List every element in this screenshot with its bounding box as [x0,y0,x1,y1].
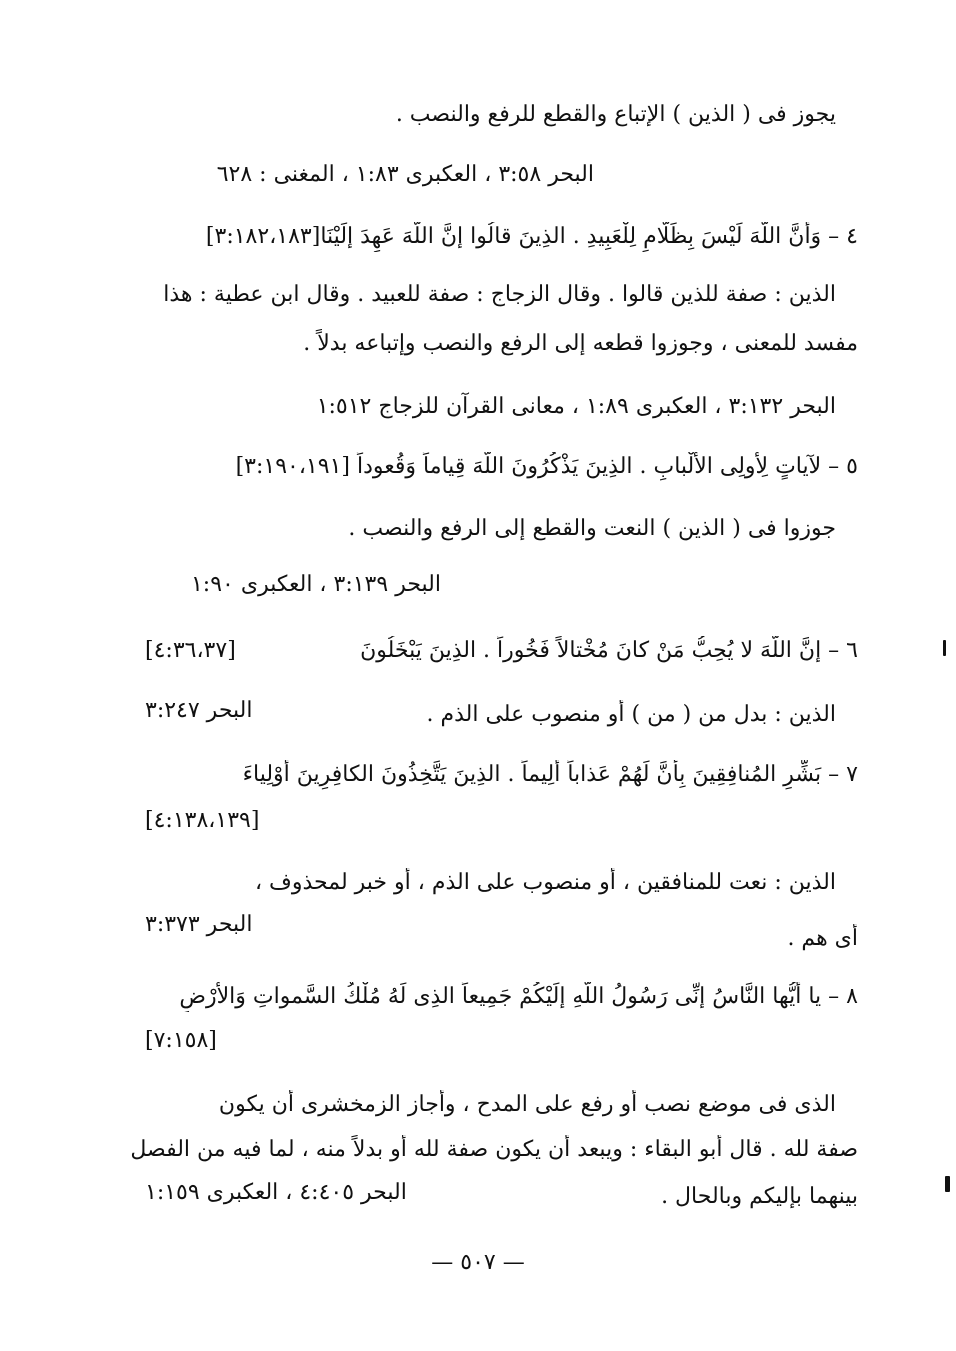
verse-8: ٨ – يا أَيُّها النَّاسُ إنِّى رَسُولُ اللّهِ إلَيْكُمْ جَمِيعاً الذِى لَهُ مُلْكُ السَّمواتِ وَالأَرْضِ [179,984,858,1009]
text-line-7: أى هم . [787,926,858,951]
text-line-8: الذى فى موضع نصب أو رفع على المدح ، وأجاز الزمخشرى أن يكون [218,1092,836,1117]
scan-mark [943,640,946,656]
reference-line-3: البحر ٣:١٣٩ ، العكبرى ١:٩٠ [190,572,441,597]
verse-8-ref: [٧:١٥٨] [145,1028,217,1053]
text-line-2: الذين : صفة للذين قالوا . وقال الزجاج : صفة للعبيد . وقال ابن عطية : هذا [163,282,836,307]
verse-6: ٦ – إنَّ اللّهَ لا يُحِبُّ مَنْ كانَ مُخْتالاً فَخُوراً . الذِينَ يَبْخَلُونَ [360,638,858,663]
text-line-3: مفسد للمعنى ، وجوزوا قطعه إلى الرفع والنصب وإتباعه بدلاً . [303,331,858,356]
text-line-1: يجوز فى ( الذين ) الإتباع والقطع للرفع والنصب . [395,102,836,127]
verse-4: ٤ – وَأَنَّ اللّهَ لَيْسَ بِظَلَّامٍ لِلْعَبِيدِ . الذِينَ قالُوا إنَّ اللّهَ عَهِدَ إلَيْنَا[٣:١٨٢،١٨٣] [205,224,858,249]
verse-7: ٧ – بَشِّرِ المُنافِقِينَ بِأَنَّ لَهُمْ عَذاباً أَلِيماً . الذِينَ يَتَّخِذُونَ الكافِرِينَ أَوْلِياءَ [242,762,858,787]
text-line-10: بينهما بإليكم وبالحال . [661,1184,858,1209]
reference-line-6: البحر ٤:٤٠٥ ، العكبرى ١:١٥٩ [145,1180,407,1205]
reference-line-2: البحر ٣:١٣٢ ، العكبرى ١:٨٩ ، معانى القرآن للزجاج ١:٥١٢ [316,394,836,419]
text-line-5: الذين : بدل من ( من ) أو منصوب على الذم . [426,702,836,727]
verse-6-ref: [٤:٣٦،٣٧] [145,638,236,663]
text-line-4: جوزوا فى ( الذين ) النعت والقطع إلى الرفع والنصب . [348,516,836,541]
scan-mark [945,1176,950,1192]
text-line-9: صفة لله . قال أبو البقاء : ويبعد أن يكون صفة لله أو بدلاً منه ، لما فيه من الفصل [130,1137,858,1162]
verse-7-ref: [٤:١٣٨،١٣٩] [145,808,260,833]
reference-line-1: البحر ٣:٥٨ ، العكبرى ١:٨٣ ، المغنى : ٦٢٨ [216,162,594,187]
verse-5: ٥ – لآياتٍ لِأُولِى الأَلْبابِ . الذِينَ يَذْكُرُونَ اللّهَ قِياماً وَقُعوداً [٣:١٩٠،١٩١] [235,454,858,479]
page-number: — ٥٠٧ — [431,1250,525,1275]
text-line-6: الذين : نعت للمنافقين ، أو منصوب على الذم ، أو خبر لمحذوف ، [254,870,836,895]
reference-line-5: البحر ٣:٣٧٣ [145,912,253,937]
reference-line-4: البحر ٣:٢٤٧ [145,698,253,723]
